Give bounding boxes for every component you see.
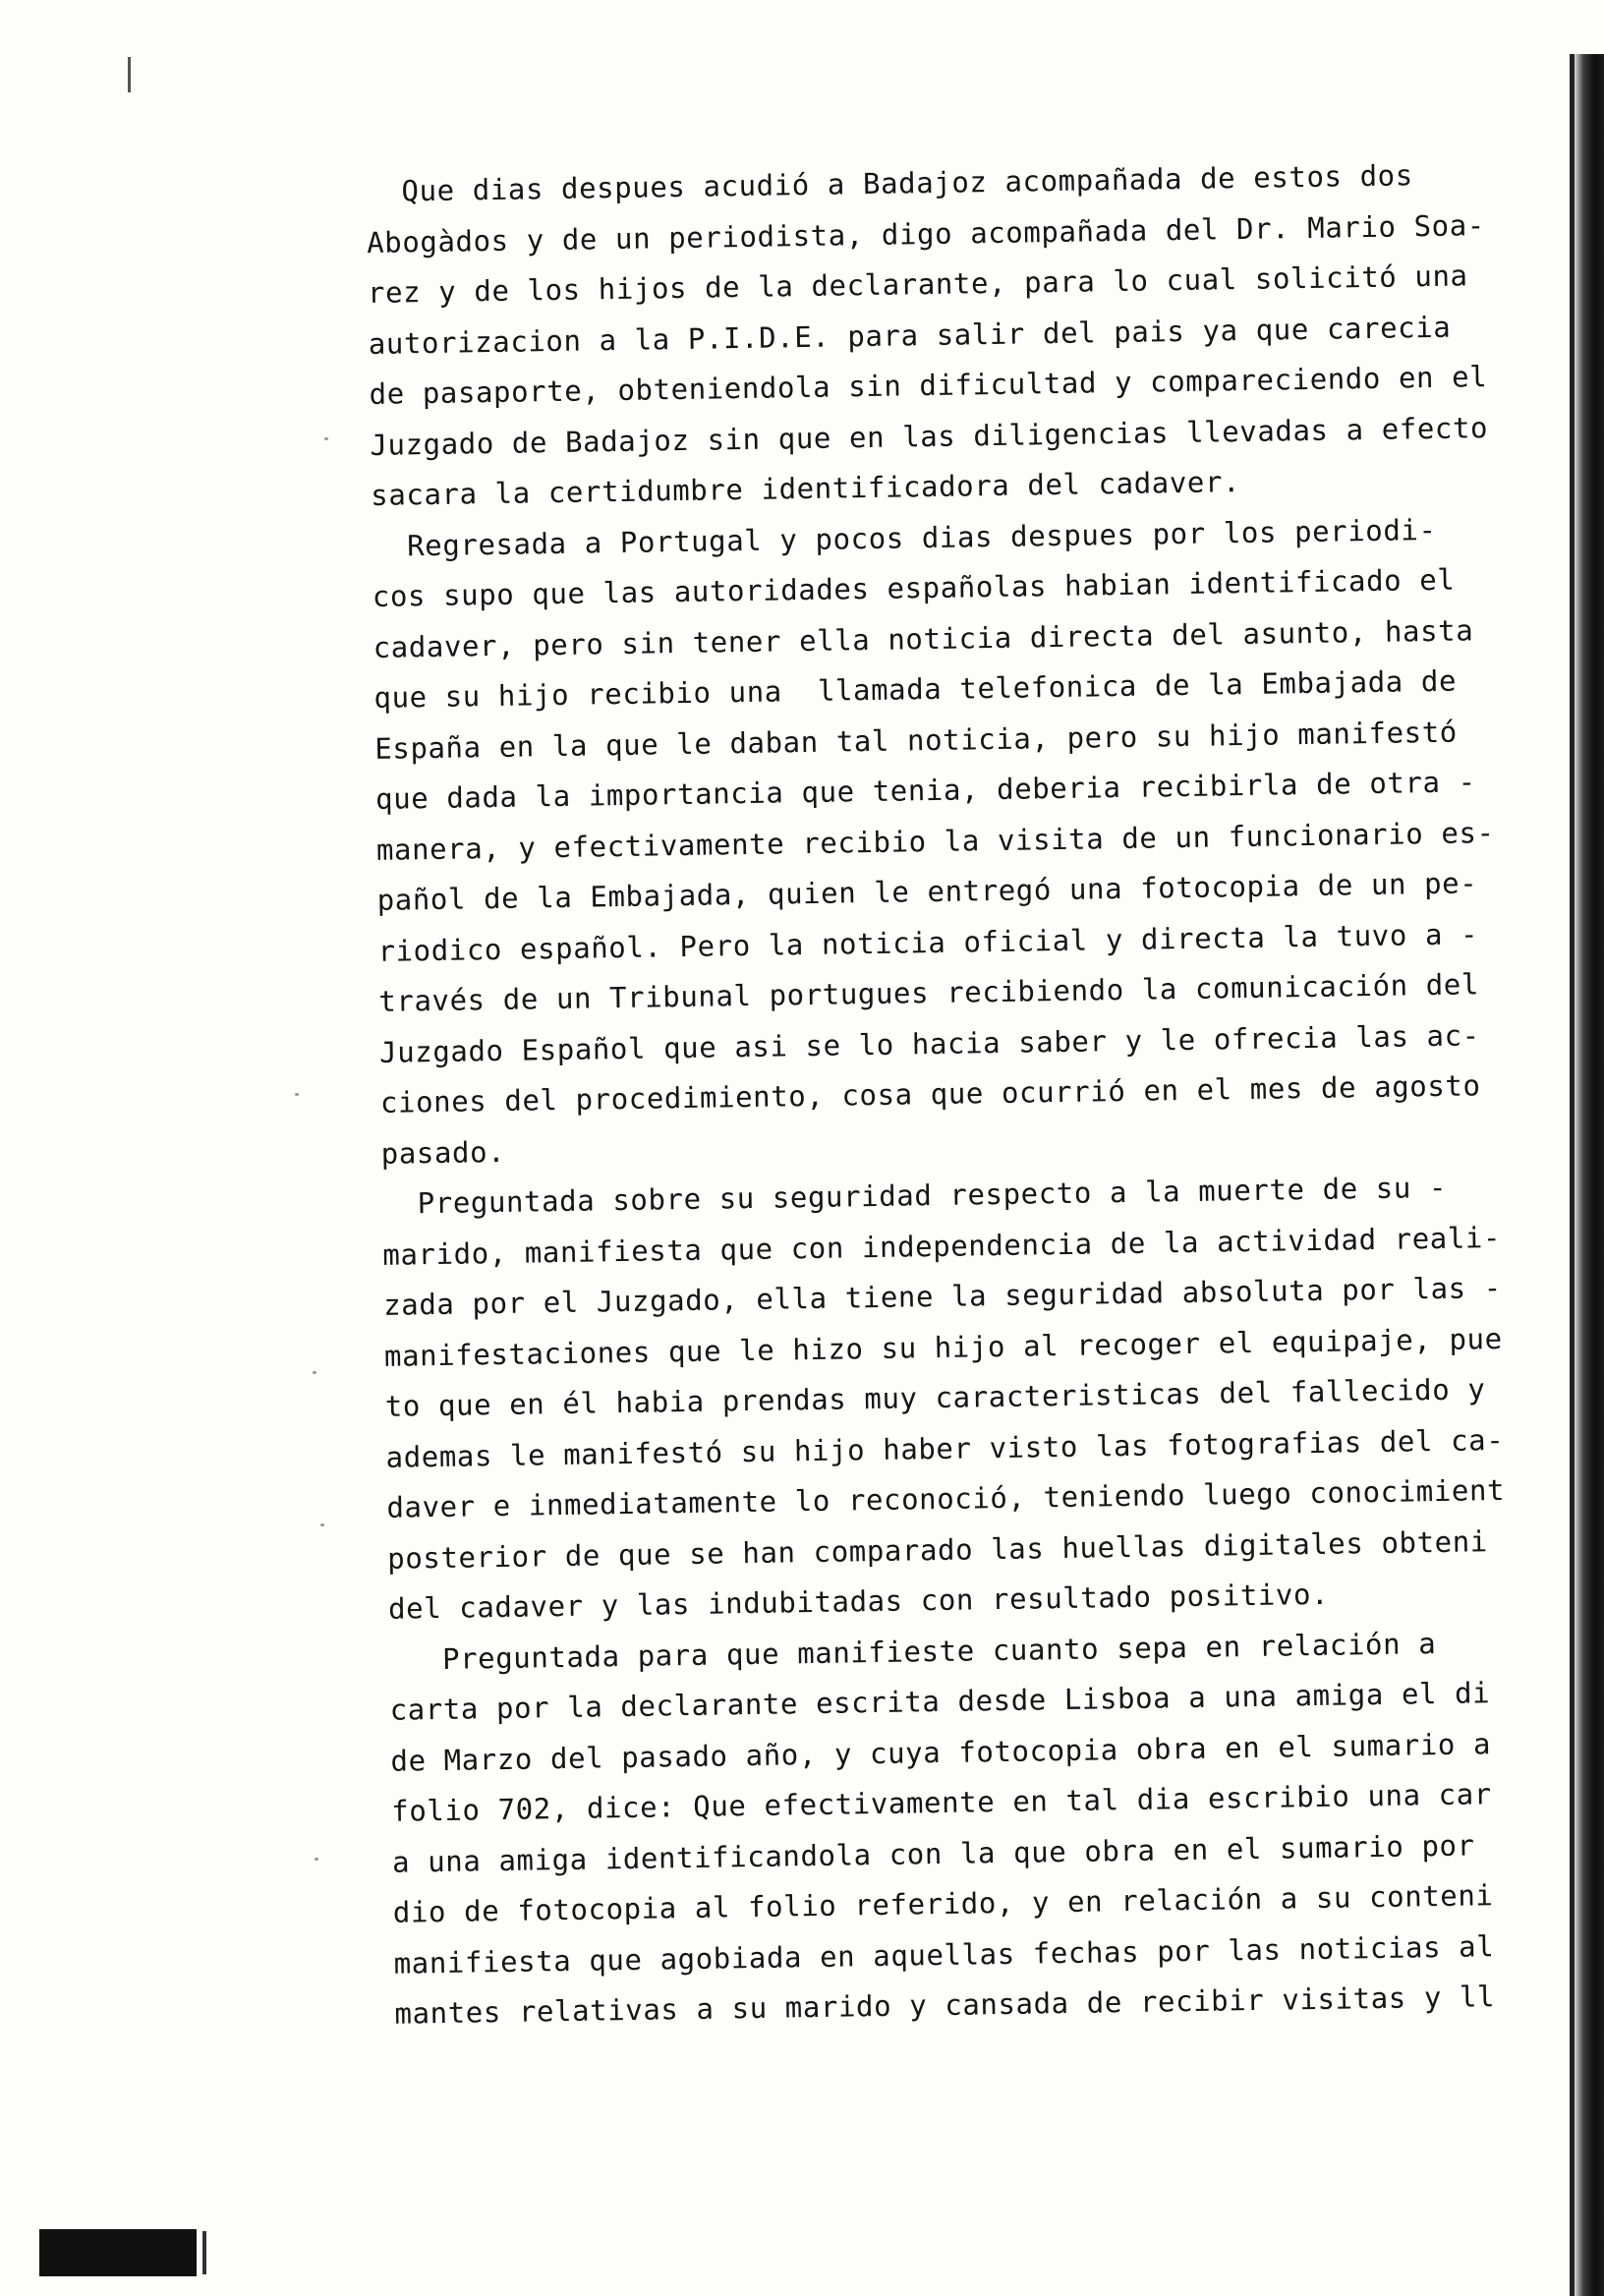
text-line: rez y de los hijos de la declarante, para lo cual solicitó una: [367, 258, 1468, 310]
margin-mark: [128, 57, 131, 92]
scan-corner-mark: [39, 2229, 197, 2276]
text-line: mantes relativas a su marido y cansada de recibir visitas y ll: [394, 1980, 1496, 2031]
text-line: Regresada a Portugal y pocos dias despues por los periodi-: [371, 512, 1437, 563]
text-line: Que dias despues acudió a Badajoz acompañada de estos dos: [366, 158, 1414, 208]
text-line: cos supo que las autoridades españolas habian identificado el: [372, 562, 1456, 613]
scan-speck: [324, 437, 328, 440]
typed-declaration-text: [366, 148, 1565, 2039]
text-line: Juzgado de Badajoz sin que en las diligencias llevadas a efecto: [370, 410, 1489, 462]
text-line: folio 702, dice: Que efectivamente en tal dia escribio una car: [391, 1777, 1493, 1828]
text-line: pasado.: [380, 1134, 506, 1171]
text-line: Preguntada sobre su seguridad respecto a la muerte de su -: [381, 1170, 1448, 1221]
scan-right-edge-line: [1570, 54, 1575, 2296]
scan-speck: [315, 1858, 318, 1861]
text-line: Preguntada para que manifieste cuanto sepa en relación a: [388, 1626, 1437, 1677]
text-line: manifiesta que agobiada en aquellas fechas por las noticias al: [393, 1928, 1495, 1980]
text-line: ciones del procedimiento, cosa que ocurrió en el mes de agosto: [379, 1068, 1481, 1119]
text-line: cadaver, pero sin tener ella noticia directa del asunto, hasta: [372, 612, 1474, 664]
scan-speck: [313, 1371, 316, 1374]
text-line: través de un Tribunal portugues recibiendo la comunicación del: [378, 967, 1480, 1018]
text-line: autorizacion a la P.I.D.E. para salir del pais ya que carecia: [368, 310, 1452, 361]
text-line: del cadaver y las indubitadas con resultado positivo.: [387, 1577, 1330, 1626]
text-line: manera, y efectivamente recibio la visita de un funcionario es-: [375, 815, 1495, 867]
text-line: dio de fotocopia al folio referido, y en relación a su conteni: [392, 1878, 1494, 1929]
text-line: sacara la certidumbre identificadora del cadaver.: [370, 465, 1241, 512]
text-line: to que en él habia prendas muy caracteristicas del fallecido y: [384, 1372, 1486, 1423]
text-line: a una amiga identificandola con la que obra en el sumario por: [391, 1827, 1475, 1879]
text-line: marido, manifiesta que con independencia de la actividad reali-: [382, 1220, 1502, 1272]
scan-speck: [295, 1093, 299, 1096]
text-line: que su hijo recibio una llamada telefonica de la Embajada de: [373, 663, 1458, 715]
text-line: manifestaciones que le hizo su hijo al recoger el equipaje, pue: [383, 1321, 1503, 1373]
text-line: pañol de la Embajada, quien le entregó una fotocopia de un pe-: [376, 866, 1478, 917]
text-line: Abogàdos y de un periodista, digo acompañada del Dr. Mario Soa-: [366, 207, 1486, 259]
text-line: Juzgado Español que asi se lo hacia saber y le ofrecia las ac-: [378, 1017, 1480, 1069]
scan-corner-line: [202, 2231, 206, 2274]
text-line: ademas le manifestó su hijo haber visto las fotografias del ca-: [385, 1422, 1505, 1474]
text-line: carta por la declarante escrita desde Lisboa a una amiga el di: [389, 1676, 1491, 1727]
text-line: riodico español. Pero la noticia oficial y directa la tuvo a -: [377, 916, 1479, 968]
text-line: daver e inmediatamente lo reconoció, teniendo luego conocimient: [386, 1472, 1506, 1524]
text-line: posterior de que se han comparado las huellas digitales obteni: [386, 1523, 1489, 1576]
scan-speck: [320, 1523, 324, 1526]
text-line: zada por el Juzgado, ella tiene la seguridad absoluta por las -: [382, 1270, 1503, 1322]
text-line: que dada la importancia que tenia, deberia recibirla de otra -: [374, 765, 1476, 816]
text-line: de Marzo del pasado año, y cuya fotocopia obra en el sumario a: [390, 1726, 1492, 1778]
scan-right-edge: [1573, 54, 1604, 2296]
text-line: España en la que le daban tal noticia, pero su hijo manifestó: [374, 715, 1459, 766]
text-line: de pasaporte, obteniendola sin dificultad y compareciendo en el: [369, 360, 1488, 411]
